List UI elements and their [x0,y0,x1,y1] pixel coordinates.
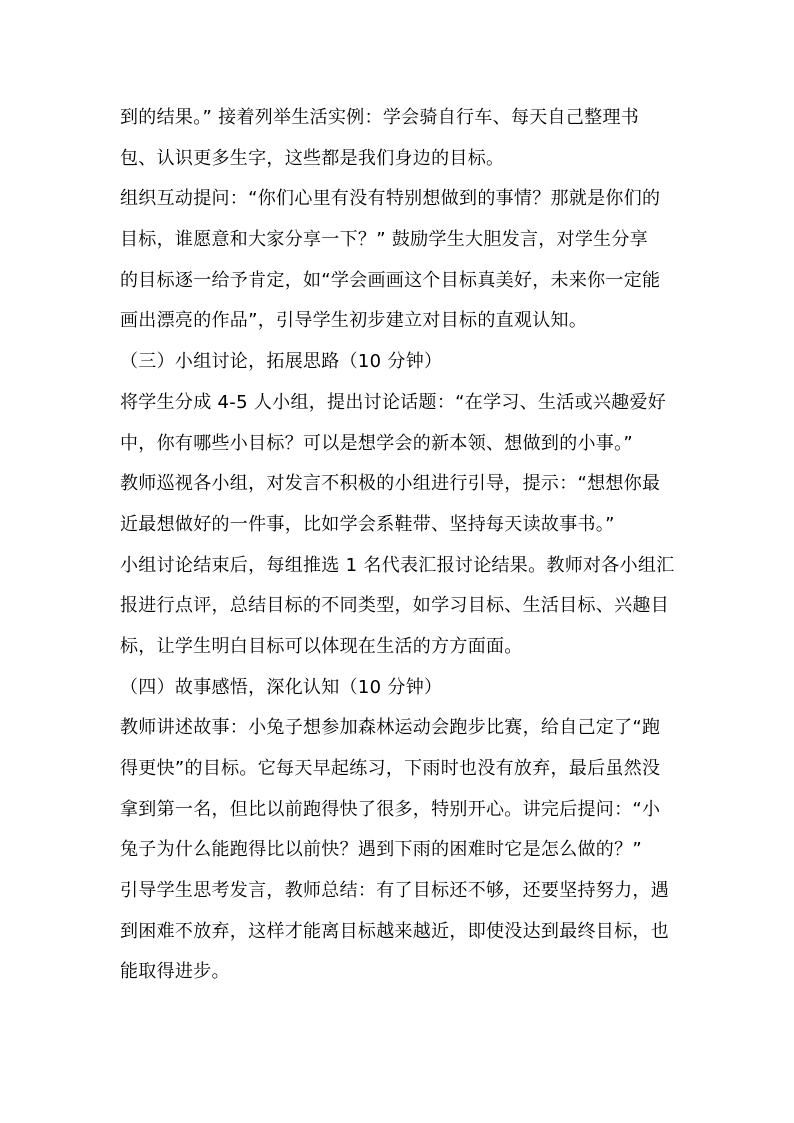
text-line: 拿到第一名，但比以前跑得快了很多，特别开心。讲完后提问：“小 [120,798,661,820]
text-line: 报进行点评，总结目标的不同类型，如学习目标、生活目标、兴趣目 [120,595,669,617]
text-line: 到困难不放弃，这样才能离目标越来越近，即使没达到最终目标，也 [120,920,669,942]
text-line: 得更快”的目标。它每天早起练习，下雨时也没有放弃，最后虽然没 [120,758,661,779]
text-line: 中，你有哪些小目标？可以是想学会的新本领、想做到的小事。” [120,432,634,454]
text-line: 组织互动提问：“你们心里有没有特别想做到的事情？那就是你们的 [120,188,661,210]
text-line: 目标，谁愿意和大家分享一下？” 鼓励学生大胆发言，对学生分享 [120,229,649,251]
text-line: 将学生分成 4-5 人小组，提出讨论话题：“在学习、生活或兴趣爱好 [120,391,667,413]
text-line: 到的结果。” 接着列举生活实例：学会骑自行车、每天自己整理书 [120,107,640,128]
text-line: 的目标逐一给予肯定，如“学会画画这个目标真美好，未来你一定能 [120,269,661,291]
text-line: 近最想做好的一件事，比如学会系鞋带、坚持每天读故事书。” [120,513,615,535]
text-line: 引导学生思考发言，教师总结：有了目标还不够，还要坚持努力，遇 [120,880,669,902]
body-text [120,98,690,993]
text-line: （四）故事感悟，深化认知（10 分钟） [120,676,443,698]
text-line: 能取得进步。 [120,961,230,983]
text-line: 包、认识更多生字，这些都是我们身边的目标。 [120,147,505,169]
text-line: 教师讲述故事：小兔子想参加森林运动会跑步比赛，给自己定了“跑 [120,717,661,739]
text-line: 画出漂亮的作品”，引导学生初步建立对目标的直观认知。 [120,310,588,332]
text-line: （三）小组讨论，拓展思路（10 分钟） [120,351,443,373]
text-line: 兔子为什么能跑得比以前快？遇到下雨的困难时它是怎么做的？” [120,839,643,861]
text-line: 标，让学生明白目标可以体现在生活的方方面面。 [120,635,523,657]
text-line: 小组讨论结束后，每组推选 1 名代表汇报讨论结果。教师对各小组汇 [120,554,675,576]
text-line: 教师巡视各小组，对发言不积极的小组进行引导，提示：“想想你最 [120,473,661,495]
